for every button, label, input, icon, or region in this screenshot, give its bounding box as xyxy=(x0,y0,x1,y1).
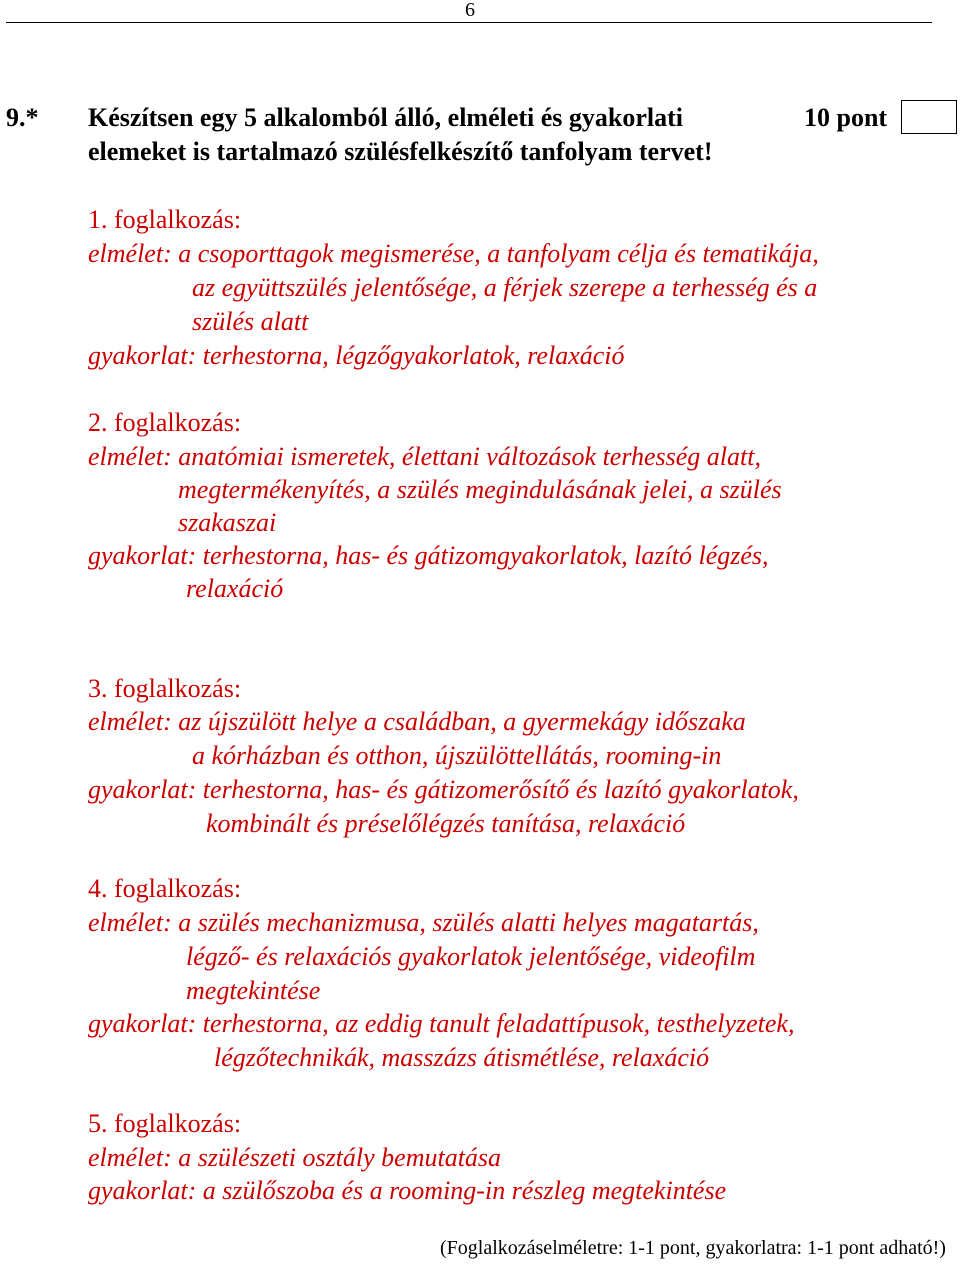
question-line-1: Készítsen egy 5 alkalomból álló, elméleti és gyakorlati xyxy=(88,103,684,132)
session-5-practice-line-1: gyakorlat: a szülőszoba és a rooming-in részleg megtekintése xyxy=(88,1176,727,1205)
session-4-theory-line-1: elmélet: a szülés mechanizmusa, szülés alatti helyes magatartás, xyxy=(88,908,759,937)
session-1-title: foglalkozás: xyxy=(114,205,242,234)
score-box[interactable] xyxy=(901,100,957,134)
session-5-title: foglalkozás: xyxy=(114,1109,242,1138)
session-3-theory-line-1: elmélet: az újszülött helye a családban, a gyermekágy időszaka xyxy=(88,707,746,736)
session-3-number: 3. xyxy=(88,674,108,703)
scoring-footnote: (Foglalkozáselméletre: 1-1 pont, gyakorlatra: 1-1 pont adható!) xyxy=(440,1237,946,1259)
session-5-number: 5. xyxy=(88,1109,108,1138)
session-4-number: 4. xyxy=(88,874,108,903)
session-2-theory-line-1: elmélet: anatómiai ismeretek, élettani változások terhesség alatt, xyxy=(88,442,761,471)
session-2-practice-line-1: gyakorlat: terhestorna, has- és gátizomgyakorlatok, lazító légzés, xyxy=(88,541,769,570)
session-3-heading xyxy=(88,672,241,706)
session-1-heading xyxy=(88,203,241,237)
session-2-number: 2. xyxy=(88,408,108,437)
session-3-practice-line-1: gyakorlat: terhestorna, has- és gátizomerősítő és lazító gyakorlatok, xyxy=(88,775,799,804)
session-2-theory-line-3: szakaszai xyxy=(178,508,277,537)
session-1-theory-line-1: elmélet: a csoporttagok megismerése, a tanfolyam célja és tematikája, xyxy=(88,239,819,268)
session-1-number: 1. xyxy=(88,205,108,234)
session-1-theory-line-2: az együttszülés jelentősége, a férjek szerepe a terhesség és a xyxy=(192,273,818,302)
session-2-theory-line-2: megtermékenyítés, a szülés megindulásának jelei, a szülés xyxy=(178,475,782,504)
session-3-practice-line-2: kombinált és préselőlégzés tanítása, relaxáció xyxy=(206,809,686,838)
question-number: 9.* xyxy=(6,103,39,132)
session-4-theory-line-2: légző- és relaxációs gyakorlatok jelentősége, videofilm xyxy=(186,942,756,971)
question-text xyxy=(88,101,713,169)
header-rule xyxy=(6,22,932,23)
session-4-title: foglalkozás: xyxy=(114,874,242,903)
session-5-heading xyxy=(88,1107,241,1141)
page-number: 6 xyxy=(465,0,475,21)
session-3-title: foglalkozás: xyxy=(114,674,242,703)
question-points: 10 pont xyxy=(804,103,888,132)
session-5-theory-line-1: elmélet: a szülészeti osztály bemutatása xyxy=(88,1143,502,1172)
session-4-practice-line-1: gyakorlat: terhestorna, az eddig tanult feladattípusok, testhelyzetek, xyxy=(88,1009,795,1038)
session-4-heading xyxy=(88,872,241,906)
session-2-practice-line-2: relaxáció xyxy=(186,574,284,603)
question-line-2: elemeket is tartalmazó szülésfelkészítő tanfolyam tervet! xyxy=(88,137,713,166)
session-3-theory-line-2: a kórházban és otthon, újszülöttellátás, rooming-in xyxy=(192,741,722,770)
session-4-practice-line-2: légzőtechnikák, masszázs átismétlése, relaxáció xyxy=(214,1043,710,1072)
session-2-title: foglalkozás: xyxy=(114,408,242,437)
session-1-practice-line-1: gyakorlat: terhestorna, légzőgyakorlatok, relaxáció xyxy=(88,341,625,370)
session-4-theory-line-3: megtekintése xyxy=(186,976,321,1005)
session-2-heading xyxy=(88,406,241,440)
session-1-theory-line-3: szülés alatt xyxy=(192,307,309,336)
